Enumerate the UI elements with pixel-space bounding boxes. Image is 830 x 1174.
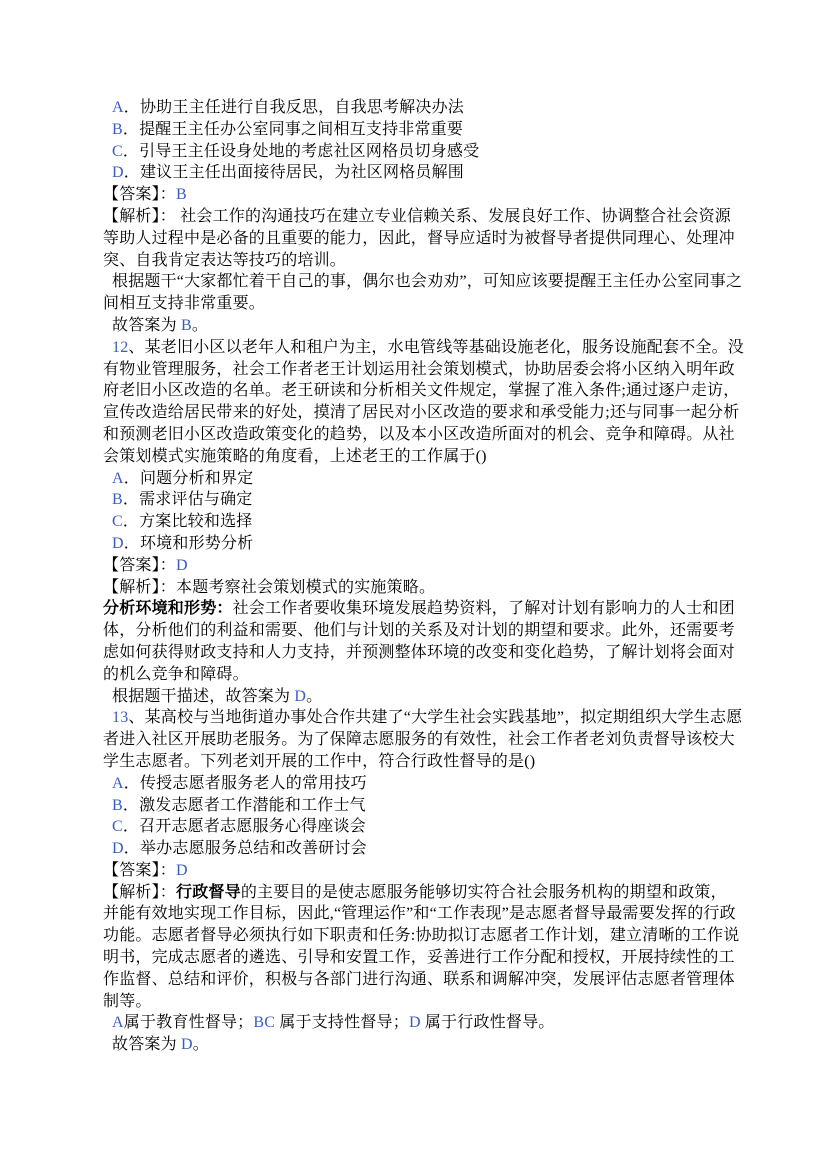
latin-text: D bbox=[181, 1036, 193, 1054]
latin-text: B bbox=[112, 796, 123, 814]
latin-text: D bbox=[112, 534, 124, 552]
q13-analysis-line-5 bbox=[103, 969, 753, 991]
q12-conclusion bbox=[103, 686, 753, 708]
q13-stem-line-3 bbox=[103, 751, 753, 773]
q12-stem-line-3 bbox=[103, 380, 753, 402]
q12-option-c bbox=[103, 511, 753, 533]
text-run: 根据题干“大家都忙着干自己的事，偶尔也会劝劝”，可知应该要提醒王主任办公室同事之 bbox=[112, 273, 743, 291]
bold-text: 行政督导 bbox=[176, 883, 241, 901]
text-run: ．提醒王主任办公室同事之间相互支持非常重要 bbox=[122, 120, 464, 138]
text-run: 间相互支持非常重要。 bbox=[103, 295, 266, 313]
text-run: ．建议王主任出面接待居民，为社区网格员解围 bbox=[123, 164, 464, 182]
text-run: 属于行政性督导。 bbox=[420, 1014, 555, 1032]
text-run: ．协助王主任进行自我反思，自我思考解决办法 bbox=[123, 99, 464, 116]
text-run: 宣传改造给居民带来的好处，摸清了居民对小区改造的要求和承受能力;还与同事一起分析 bbox=[103, 404, 740, 422]
text-run: 体，分析他们的利益和需要、他们与计划的关系及对计划的期望和要求。此外，还需要考 bbox=[103, 622, 735, 640]
q13-option-d bbox=[103, 838, 753, 860]
latin-text: D bbox=[176, 861, 188, 879]
latin-text: C bbox=[112, 142, 123, 160]
latin-text: D bbox=[408, 1014, 421, 1032]
q12-stem-line-5 bbox=[103, 424, 753, 446]
text-run: 【解析】： bbox=[103, 883, 177, 901]
text-run: ．召开志愿者志愿服务心得座谈会 bbox=[122, 818, 366, 836]
text-run: 明书，完成志愿者的遴选、引导和安置工作，妥善进行工作分配和授权，开展持续性的工 bbox=[103, 949, 735, 967]
text-run: ．激发志愿者工作潜能和工作士气 bbox=[122, 796, 366, 814]
q11-option-c bbox=[103, 141, 753, 163]
text-run: 属于教育性督导； bbox=[123, 1014, 254, 1032]
q12-stem-line-6 bbox=[103, 446, 753, 468]
text-run: 会策划模式实施策略的角度看，上述老王的工作属于() bbox=[103, 447, 487, 465]
q13-analysis-line-7 bbox=[103, 1012, 753, 1034]
text-run: 的机么竞争和障碍。 bbox=[103, 665, 249, 683]
latin-text: 12 bbox=[112, 338, 129, 356]
q12-option-b bbox=[103, 489, 753, 511]
latin-text: A bbox=[112, 99, 124, 116]
latin-text: D bbox=[112, 164, 124, 182]
text-run: 。 bbox=[306, 687, 323, 705]
q12-stem-line-2 bbox=[103, 359, 753, 381]
text-run: 。 bbox=[191, 316, 209, 334]
text-run: 【答案】： bbox=[103, 861, 177, 879]
text-run: 【答案】： bbox=[103, 556, 177, 574]
text-run: 虑如何获得财政支持和人力支持，并预测整体环境的改变和变化趋势，了解计划将会面对 bbox=[103, 643, 735, 661]
text-run: 作监督、总结和评价，积极与各部门进行沟通、联系和调解冲突，发展评估志愿者管理体 bbox=[103, 970, 735, 988]
q12-option-a bbox=[103, 468, 753, 490]
text-run: 。 bbox=[192, 1036, 209, 1054]
text-run: 等助人过程中是必备的且重要的能力，因此，督导应适时为被督导者提供同理心、处理冲 bbox=[103, 229, 735, 247]
text-run: 【答案】： bbox=[103, 186, 177, 204]
q12-analysis-line-3 bbox=[103, 620, 753, 642]
q13-analysis-line-1 bbox=[103, 882, 753, 904]
text-run: 、某高校与当地街道办事处合作共建了“大学生社会实践基地”，拟定期组织大学生志愿 bbox=[128, 709, 743, 727]
q13-stem-line-1 bbox=[103, 707, 753, 729]
q13-conclusion bbox=[103, 1034, 753, 1056]
latin-text: D bbox=[294, 687, 307, 705]
document-page bbox=[103, 97, 753, 1056]
q11-option-b bbox=[103, 119, 753, 141]
q13-analysis-line-6 bbox=[103, 991, 753, 1013]
latin-text: B bbox=[181, 316, 192, 334]
text-run: 【解析】： 社会工作的沟通技巧在建立专业信赖关系、发展良好工作、协调整合社会资源 bbox=[103, 207, 732, 225]
latin-text: C bbox=[112, 818, 123, 836]
q11-analysis-line-2 bbox=[103, 228, 753, 250]
latin-text: B bbox=[112, 491, 123, 509]
q11-option-d bbox=[103, 162, 753, 184]
text-run: 者进入社区开展助老服务。为了保障志愿服务的有效性，社会工作者老刘负责督导该校大 bbox=[103, 731, 735, 749]
q13-stem-line-2 bbox=[103, 729, 753, 751]
text-run: 社会工作者要收集环境发展趋势资料，了解对计划有影响力的人士和团 bbox=[232, 600, 735, 618]
q11-conclusion bbox=[103, 315, 753, 337]
text-run: 故答案为 bbox=[112, 316, 182, 334]
q12-analysis-line-2 bbox=[103, 598, 753, 620]
q12-stem-line-4 bbox=[103, 402, 753, 424]
latin-text: D bbox=[176, 556, 188, 574]
text-run: 学生志愿者。下列老刘开展的工作中，符合行政性督导的是() bbox=[103, 752, 536, 770]
q11-analysis-line-4 bbox=[103, 271, 753, 293]
q11-analysis-line-1 bbox=[103, 206, 753, 228]
q12-option-d bbox=[103, 533, 753, 555]
q13-option-a bbox=[103, 773, 753, 795]
q11-analysis-line-5 bbox=[103, 293, 753, 315]
latin-text: B bbox=[112, 120, 123, 138]
text-run: 属于支持性督导； bbox=[275, 1014, 409, 1032]
latin-text: B bbox=[176, 186, 187, 204]
text-run: 故答案为 bbox=[112, 1036, 182, 1054]
latin-text: 13 bbox=[112, 709, 129, 727]
text-run: 有物业管理服务，社会工作者老王计划运用社会策划模式，协助居委会将小区纳入明年政 bbox=[103, 360, 735, 378]
latin-text: A bbox=[112, 774, 124, 792]
bold-text: 分析环境和形势： bbox=[103, 600, 233, 618]
q12-analysis-line-4 bbox=[103, 642, 753, 664]
text-run: 、某老旧小区以老年人和租户为主，水电管线等基础设施老化，服务设施配套不全。没 bbox=[128, 338, 745, 356]
text-run: ．问题分析和界定 bbox=[123, 469, 254, 487]
latin-text: BC bbox=[253, 1014, 276, 1032]
q11-answer bbox=[103, 184, 753, 206]
text-run: 功能。志愿者督导必须执行如下职责和任务:协助拟订志愿者工作计划，建立清晰的工作说 bbox=[103, 927, 740, 945]
text-run: 【解析】：本题考察社会策划模式的实施策略。 bbox=[103, 578, 436, 596]
q12-analysis-line-1 bbox=[103, 577, 753, 599]
text-run: 根据题干描述，故答案为 bbox=[112, 687, 295, 705]
text-run: 府老旧小区改造的名单。老王研读和分析相关文件规定，掌握了准入条件;通过逐户走访， bbox=[103, 382, 740, 400]
text-run: 的主要目的是使志愿服务能够切实符合社会服务机构的期望和政策， bbox=[240, 883, 727, 901]
q13-analysis-line-4 bbox=[103, 947, 753, 969]
text-run: 和预测老旧小区改造政策变化的趋势，以及本小区改造所面对的机会、竞争和障碍。从社 bbox=[103, 425, 735, 443]
text-run: 制等。 bbox=[103, 992, 152, 1010]
q13-option-c bbox=[103, 816, 753, 838]
text-run: ．传授志愿者服务老人的常用技巧 bbox=[123, 774, 367, 792]
text-run: ．方案比较和选择 bbox=[122, 513, 253, 531]
q12-stem-line-1 bbox=[103, 337, 753, 359]
q13-option-b bbox=[103, 795, 753, 817]
q13-analysis-line-3 bbox=[103, 925, 753, 947]
text-run: ．举办志愿服务总结和改善研讨会 bbox=[123, 840, 367, 858]
q13-analysis-line-2 bbox=[103, 903, 753, 925]
text-run: ．需求评估与确定 bbox=[122, 491, 253, 509]
latin-text: A bbox=[112, 469, 124, 487]
q12-answer bbox=[103, 555, 753, 577]
q11-option-a bbox=[103, 97, 753, 119]
latin-text: D bbox=[112, 840, 124, 858]
q11-analysis-line-3 bbox=[103, 250, 753, 272]
text-run: ．引导王主任设身处地的考虑社区网格员切身感受 bbox=[122, 142, 480, 160]
q12-analysis-line-5 bbox=[103, 664, 753, 686]
text-run: ．环境和形势分析 bbox=[123, 534, 254, 552]
latin-text: C bbox=[112, 513, 123, 531]
q13-answer bbox=[103, 860, 753, 882]
latin-text: A bbox=[112, 1014, 124, 1032]
text-run: 并能有效地实现工作目标，因此,“管理运作”和“工作表现”是志愿者督导最需要发挥的行政 bbox=[103, 905, 736, 923]
text-run: 突、自我肯定表达等技巧的培训。 bbox=[103, 251, 347, 269]
